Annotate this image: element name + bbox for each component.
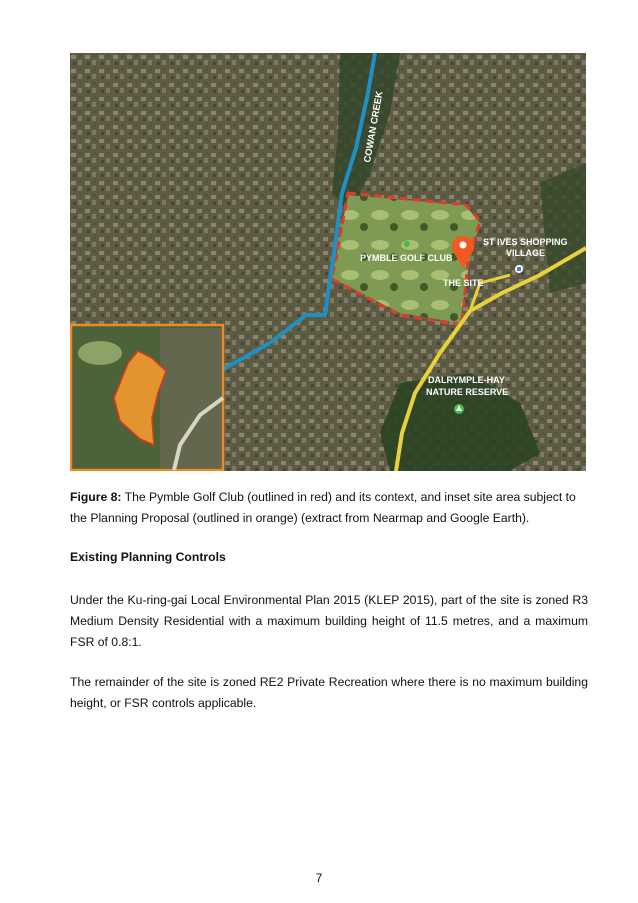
paragraph-klep: Under the Ku-ring-gai Local Environmental Plan 2015 (KLEP 2015), part of the site is zoned R3 Medium Density Residential with a maximum building height of 11.5 metres, and a maximum FSR of 0.8:1. [70,593,588,649]
caption-label: Figure 8: [70,490,122,504]
st-ives-label-line1: ST IVES SHOPPING [483,237,568,247]
shopping-icon-inner [517,267,521,271]
figure-caption [70,487,590,529]
cowan-creek-label: COWAN CREEK [362,90,386,164]
inset-green [78,341,122,365]
dalrymple-label-line1: DALRYMPLE-HAY [428,375,505,385]
caption-text: The Pymble Golf Club (outlined in red) and its context, and inset site area subject to the Planning Proposal (outlined in orange) (extract from Nearmap and Google Earth). [70,490,576,525]
aerial-map [70,53,586,471]
st-ives-label-line2: VILLAGE [506,248,546,258]
dalrymple-label-line2: NATURE RESERVE [426,387,509,397]
page-number: 7 [315,871,323,885]
golf-club-pin-icon [404,241,410,247]
the-site-label: THE SITE [443,278,484,288]
section-heading: Existing Planning Controls [70,550,226,564]
inset-urban-strip [160,328,222,468]
golf-club-label: PYMBLE GOLF CLUB [360,253,453,263]
paragraph-re2: The remainder of the site is zoned RE2 Private Recreation where there is no maximum building height, or FSR controls applicable. [70,675,588,710]
